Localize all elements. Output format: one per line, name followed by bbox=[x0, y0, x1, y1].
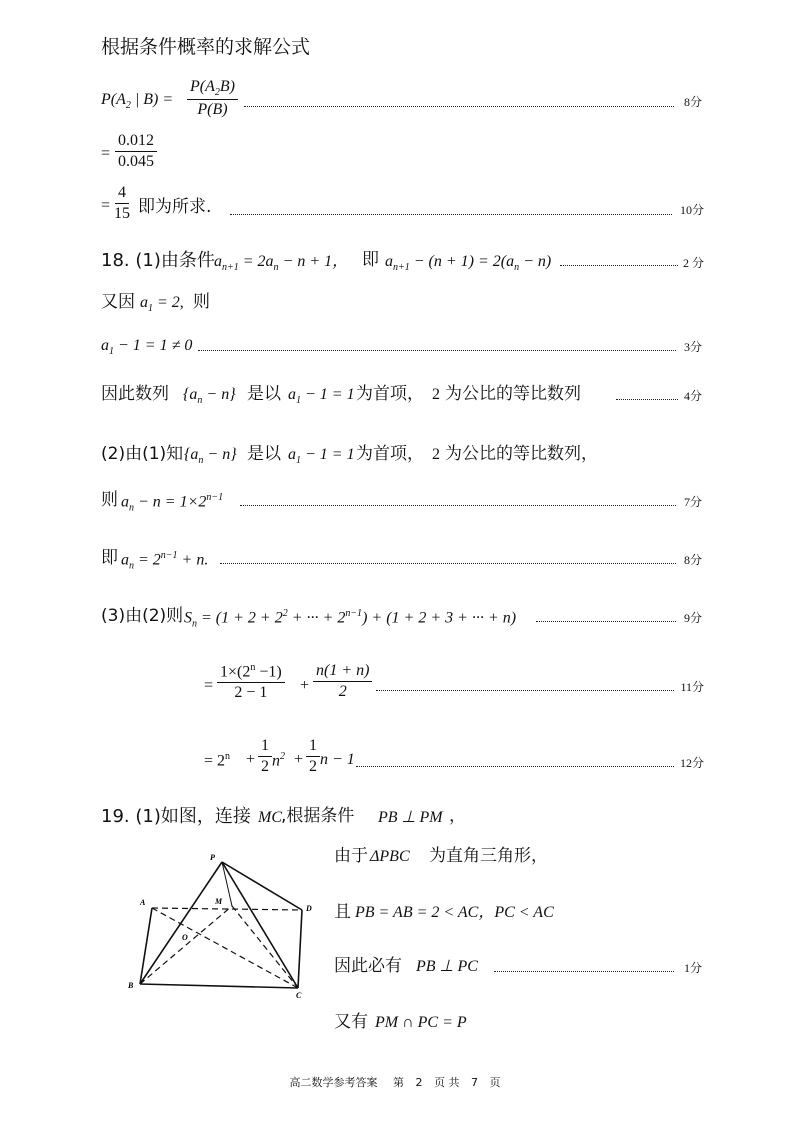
plus-sign: + bbox=[300, 677, 310, 694]
intersection: PM ∩ PC = P bbox=[375, 1014, 467, 1031]
a1-math: $a_1 - 1 = 1 \ne 0$ bbox=[101, 337, 193, 358]
n-minus-1: n − 1 bbox=[320, 751, 355, 768]
label-p: P bbox=[210, 853, 215, 862]
formula-line bbox=[0, 78, 794, 122]
q18-sum1 bbox=[0, 662, 794, 706]
leader-dots bbox=[376, 690, 674, 691]
text: 是以 bbox=[247, 444, 281, 464]
mc-math: MC bbox=[258, 809, 282, 826]
footer-title: 高二数学参考答案 bbox=[289, 1076, 378, 1089]
text: 又有 bbox=[334, 1012, 368, 1032]
formula-lhs: $P(A_2$ | B) = bbox=[101, 91, 174, 112]
fraction-geometric: $\frac{1\times(2^n -1)}{2 - 1}$ bbox=[215, 662, 287, 702]
page-footer bbox=[0, 1074, 794, 1090]
label-d: D bbox=[306, 904, 312, 913]
score-1: 1分 bbox=[683, 961, 702, 975]
plus-sign: + bbox=[246, 751, 256, 768]
seq-math: $\{a_n - n\}$ bbox=[183, 386, 236, 407]
score-2: 2 分 bbox=[682, 256, 704, 270]
label-b: B bbox=[128, 981, 134, 990]
equals-sign: = bbox=[204, 677, 214, 694]
comma: ， bbox=[449, 806, 466, 826]
plus-sign: + bbox=[294, 751, 304, 768]
sum2-start: = $2^n$ bbox=[204, 751, 231, 770]
label-c: C bbox=[296, 991, 302, 1000]
text: 且 bbox=[334, 902, 351, 922]
given-math: $a_1 = 2$, bbox=[140, 294, 184, 315]
answer-fraction: $\frac{4}{15}$ bbox=[114, 184, 130, 222]
sn-math: $S_n = (1 + 2 + 2^2$ + ··· + $2^{n-1}) + (1 + 2 + 3$ + ··· + n) bbox=[184, 608, 517, 630]
text: 为公比的等比数列 bbox=[445, 384, 581, 404]
leader-dots bbox=[616, 399, 678, 400]
score-4: 4分 bbox=[683, 389, 702, 403]
pyramid-figure bbox=[126, 848, 326, 1008]
ratio-value: 2 bbox=[432, 386, 440, 403]
n-squared: $n^2$ bbox=[272, 751, 285, 770]
text: 为直角三角形， bbox=[429, 846, 548, 866]
intro-text: 根据条件概率的求解公式 bbox=[101, 36, 311, 58]
formula-fraction: $\frac{P(A_2B)}{P(B)}$ bbox=[185, 78, 240, 119]
score-3: 3分 bbox=[683, 340, 702, 354]
text: 是以 bbox=[247, 384, 281, 404]
label-a: A bbox=[140, 898, 146, 907]
label-o: O bbox=[182, 933, 188, 942]
leader-dots bbox=[240, 505, 676, 506]
text: ,根据条件 bbox=[281, 806, 355, 826]
score-11: 11分 bbox=[680, 680, 704, 694]
ji-text: 即 bbox=[101, 548, 118, 568]
q18-eq2: $a_{n+1} - (n + 1) = 2(a_n - n)$ bbox=[385, 253, 552, 274]
inequality: PB = AB = 2 < AC，PC < AC bbox=[355, 904, 554, 921]
pb-perp-pc: PB ⊥ PC bbox=[416, 958, 478, 975]
leader-dots bbox=[220, 563, 676, 564]
score-10: 10分 bbox=[679, 203, 704, 217]
leader-dots bbox=[244, 106, 674, 107]
score-7: 7分 bbox=[683, 495, 702, 509]
text: (2)由(1)知 bbox=[101, 444, 184, 464]
pb-perp-pm: PB ⊥ PM bbox=[378, 809, 443, 826]
an-minus-n-math: $a_n - n = 1\times 2^{n-1}$ bbox=[121, 492, 224, 514]
text: 由于 bbox=[334, 846, 368, 866]
leader-dots bbox=[536, 621, 676, 622]
answer-text: 即为所求. bbox=[138, 197, 212, 217]
ratio-value: 2 bbox=[432, 446, 440, 463]
an-math: $a_n = 2^{n-1} + n$. bbox=[121, 550, 209, 572]
text: 为首项， bbox=[356, 444, 424, 464]
then-text: 则 bbox=[101, 490, 118, 510]
half-fraction: $\frac{1}{2}$ bbox=[256, 737, 274, 775]
first-term-math: $a_1 - 1 = 1$ bbox=[288, 446, 355, 467]
text: 为公比的等比数列， bbox=[445, 444, 598, 464]
fraction-arith: $\frac{n(1 + n)}{2}$ bbox=[311, 662, 374, 700]
text: 因此必有 bbox=[334, 956, 402, 976]
first-term-math: $a_1 - 1 = 1$ bbox=[288, 386, 355, 407]
value-line bbox=[0, 134, 794, 174]
q18-label: 18. (1)由条件 bbox=[101, 250, 215, 271]
score-8b: 8分 bbox=[683, 553, 702, 567]
leader-dots bbox=[494, 971, 674, 972]
seq-math: $\{a_n - n\}$ bbox=[184, 446, 237, 467]
ji-text: 即 bbox=[362, 250, 379, 270]
equals-sign: = bbox=[101, 145, 111, 162]
text: 因此数列 bbox=[101, 384, 169, 404]
leader-dots bbox=[198, 350, 676, 351]
leader-dots bbox=[356, 766, 674, 767]
score-12: 12分 bbox=[679, 756, 704, 770]
given-text: 又因 bbox=[101, 292, 135, 312]
score-9: 9分 bbox=[683, 611, 702, 625]
q19-label: 19. (1)如图，连接 bbox=[101, 806, 251, 827]
label-m: M bbox=[215, 897, 223, 906]
q18-sum2 bbox=[0, 738, 794, 782]
text: (3)由(2)则 bbox=[101, 606, 184, 626]
q18-part1 bbox=[0, 252, 794, 276]
answer-line bbox=[0, 186, 794, 226]
score-8: 8分 bbox=[683, 95, 702, 109]
text: 为首项， bbox=[356, 384, 424, 404]
leader-dots bbox=[230, 214, 672, 215]
footer-page: 第 2 页 共 7 页 bbox=[393, 1076, 501, 1089]
value-fraction: $\frac{0.012}{0.045}$ bbox=[113, 132, 159, 170]
triangle-pbc: ΔPBC bbox=[370, 848, 410, 865]
equals-sign: = bbox=[101, 197, 111, 214]
half-fraction: $\frac{1}{2}$ bbox=[304, 737, 322, 775]
then-text: 则 bbox=[193, 292, 210, 312]
leader-dots bbox=[560, 265, 678, 266]
q18-eq1: $a_{n+1} = 2a_n - n + 1$， bbox=[214, 253, 349, 274]
